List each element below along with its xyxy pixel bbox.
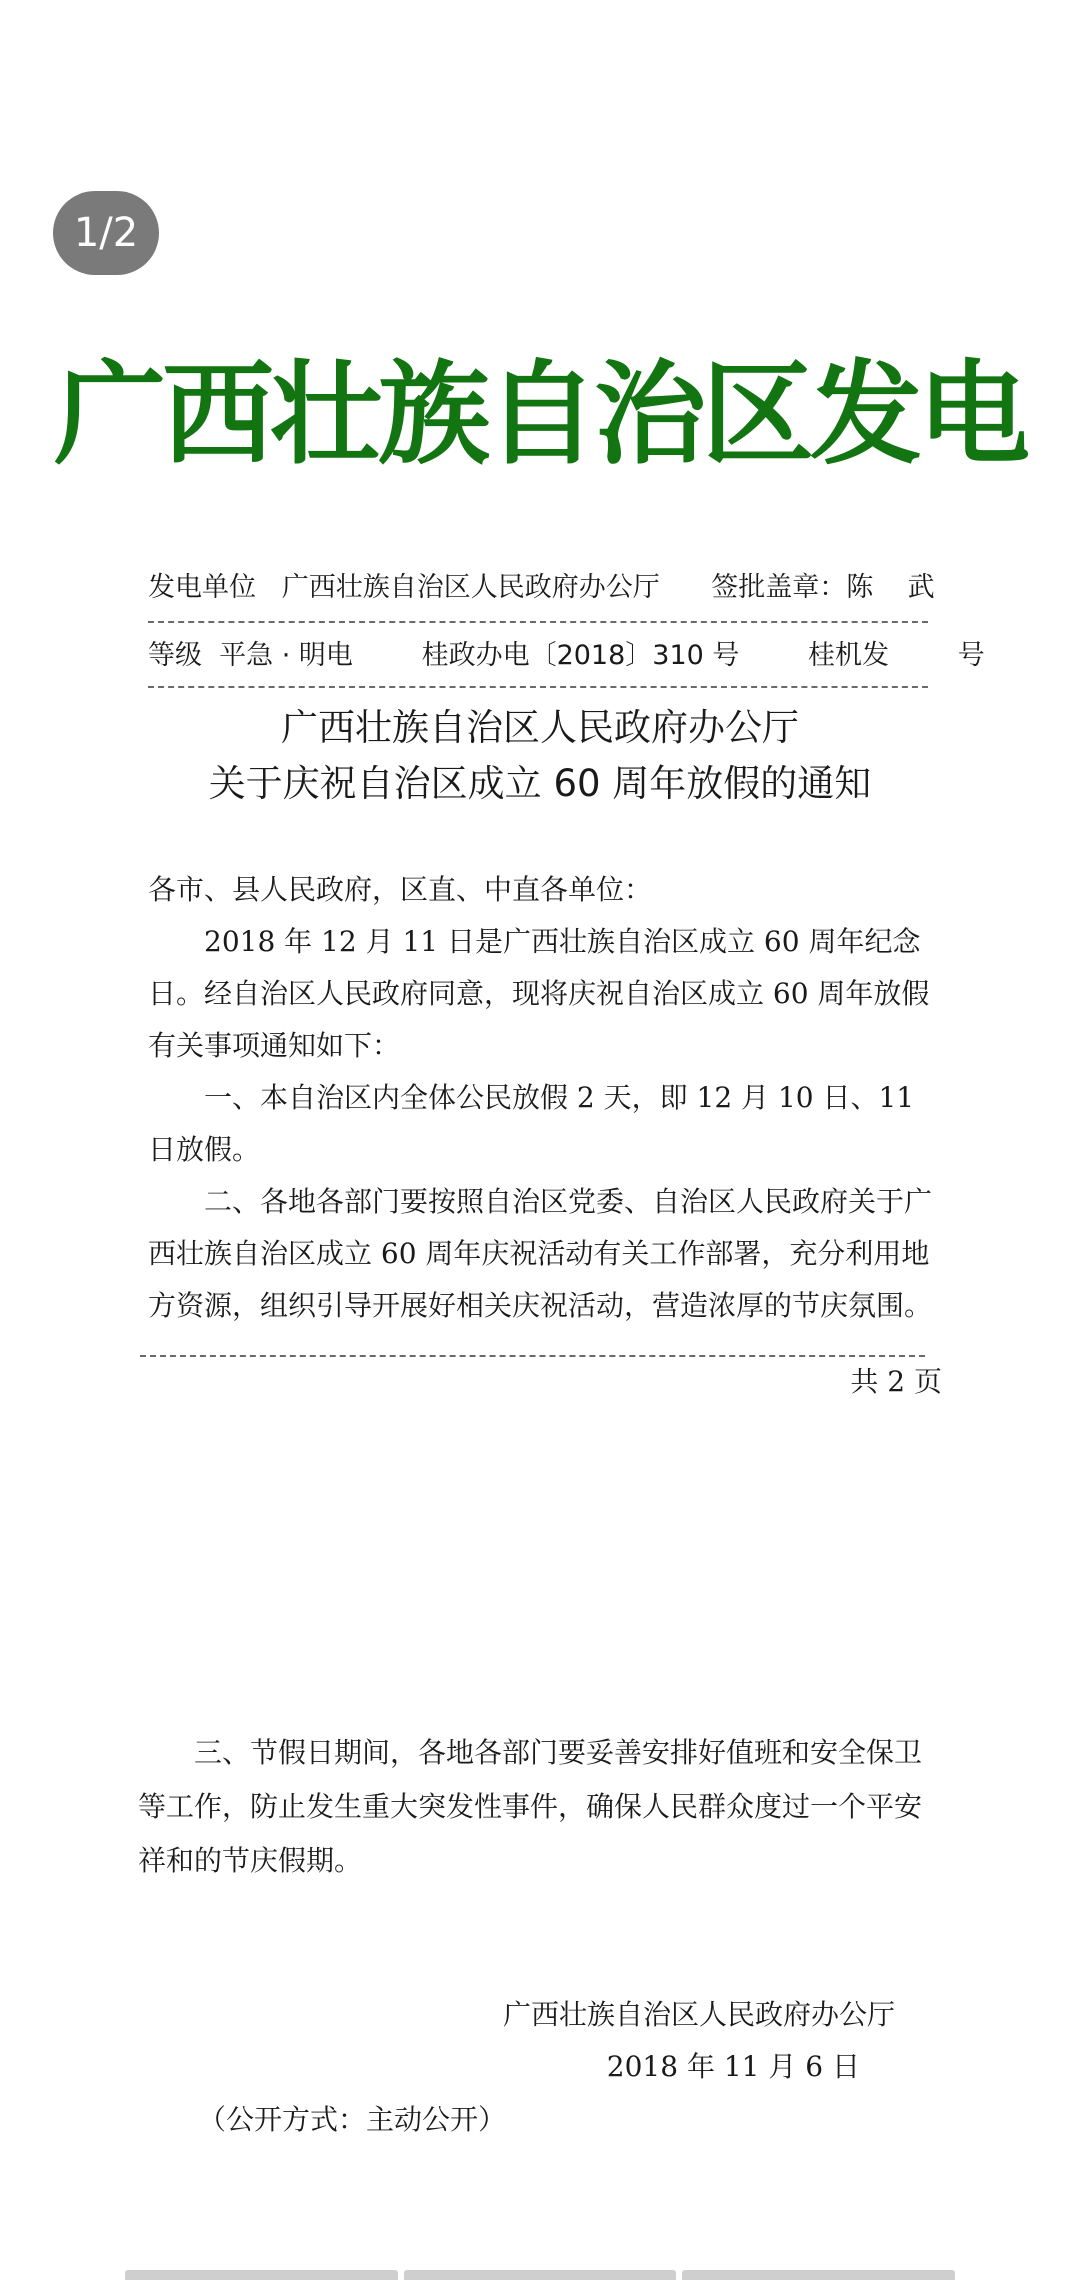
disclosure-method: （公开方式：主动公开） [198,2103,507,2136]
divider [148,686,928,688]
divider [148,621,928,623]
bottom-tab[interactable] [125,2270,398,2280]
page-counter-badge: 1/2 [53,191,159,275]
paragraph-3: 二、各地各部门要按照自治区党委、自治区人民政府关于广西壮族自治区成立 60 周年庆祝活动有关工作部署，充分利用地方资源，组织引导开展好相关庆祝活动，营造浓厚的节庆氛围。 [148,1185,933,1322]
page-total: 共 2 页 [850,1365,942,1398]
addressee: 各市、县人民政府，区直、中直各单位： [148,873,653,906]
paragraph-2: 一、本自治区内全体公民放假 2 天，即 12 月 10 日、11 日放假。 [148,1081,915,1166]
document-title-line1: 广西壮族自治区人民政府办公厅 [281,706,799,749]
sender-info-row: 发电单位 广西壮族自治区人民政府办公厅 签批盖章：陈 武 [148,572,935,603]
signature-organization: 广西壮族自治区人民政府办公厅 [502,1998,895,2031]
signature-date: 2018 年 11 月 6 日 [606,2050,860,2083]
paragraph-1: 2018 年 12 月 11 日是广西壮族自治区成立 60 周年纪念日。经自治区人民政府同意，现将庆祝自治区成立 60 周年放假有关事项通知如下： [148,925,930,1062]
bottom-tab[interactable] [682,2270,955,2280]
paragraph-4: 三、节假日期间，各地各部门要妥善安排好值班和安全保卫等工作，防止发生重大突发性事件，确保人民群众度过一个平安祥和的节庆假期。 [138,1736,923,1877]
document-title-line2: 关于庆祝自治区成立 60 周年放假的通知 [208,762,872,805]
document-header: 广西壮族自治区发电 [54,350,1026,480]
document-body [148,864,948,1332]
bottom-tab-strip [125,2270,955,2280]
bottom-tab[interactable] [404,2270,677,2280]
divider [140,1355,925,1357]
document-number-row: 等级 平急 · 明电 桂政办电〔2018〕310 号 桂机发 号 [148,640,985,671]
